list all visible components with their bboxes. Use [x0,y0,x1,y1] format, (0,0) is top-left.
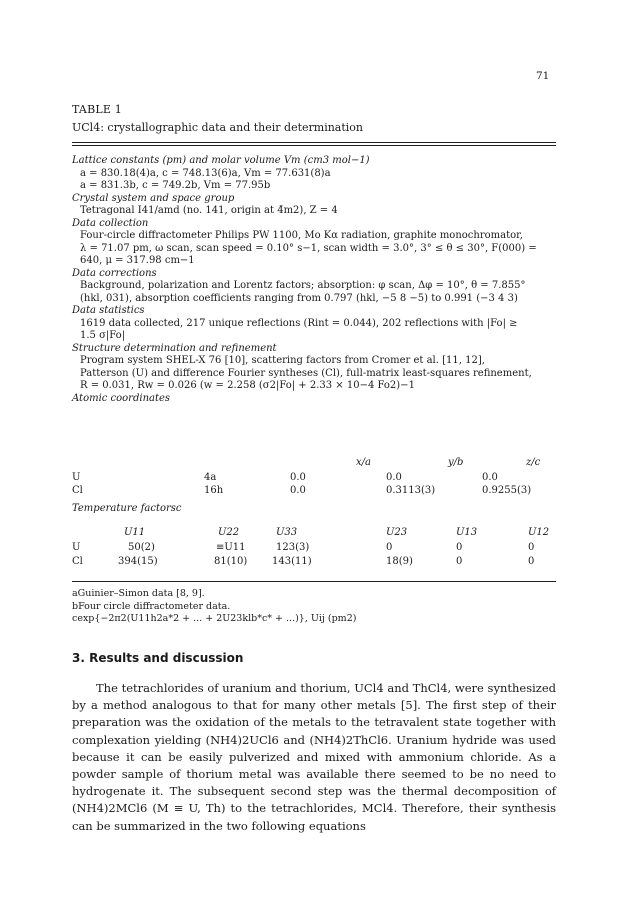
crystal-system-line-1: Tetragonal I41/amd (no. 141, origin at 4̄m2), Z = 4 [80,205,338,216]
atomic-header-x: x/a [356,457,371,468]
data-statistics-heading: Data statistics [72,305,145,316]
temp-row-u-u11: 50(2) [128,542,155,553]
section-heading: 3. Results and discussion [72,651,244,665]
data-corrections-heading: Data corrections [72,267,157,279]
atomic-row-cl-site: 16h [204,485,224,496]
section-paragraph: The tetrachlorides of uranium and thorium, UCl4 and ThCl4, were synthesized by a method analogous to that for many other metals [5]. The first step of their preparation was the oxidation of the metals to the tetravalent state together with complexation yielding (NH4)2UCl6 and (NH4)2ThCl6. Uranium hydride was used because it can be easily pulverized and mixed with ammonium chloride. As a powder sample of thorium metal was available there seemed to be no need to hydrogenate it. The subsequent second step was the thermal decomposition of (NH4)2MCl6 (M ≡ U, Th) to the tetrachlorides, MCl4. Therefore, their synthesis can be summarized in the two following equations [72,681,556,833]
temperature-heading: Temperature factorsc [72,503,182,514]
data-corrections-line-2: (hkl, 031), absorption coefficients ranging from 0.797 (hkl, −5 8 −5) to 0.991 (−3 4 3) [80,292,518,304]
structure-line-3: R = 0.031, Rw = 0.026 (w = 2.258 (σ2|Fo| + 2.33 × 10−4 Fo2)−1 [80,380,415,391]
temp-row-cl-u11: 394(15) [118,556,158,567]
atomic-row-u-atom: U [72,472,81,483]
page-number: 71 [536,70,550,82]
atomic-row-u-x: 0.0 [290,472,306,483]
temp-header-u22: U22 [218,527,240,538]
temp-row-cl-u23: 18(9) [386,556,413,567]
table-caption: UCl4: crystallographic data and their determination [72,121,364,134]
atomic-row-u-y: 0.0 [386,472,402,483]
data-collection-line-2: λ = 71.07 pm, ω scan, scan speed = 0.10° s−1, scan width = 3.0°, 3° ≤ θ ≤ 30°, F(000) = [80,242,537,254]
atomic-header-z: z/c [526,457,541,468]
lattice-line-2: a = 831.3b, c = 749.2b, Vm = 77.95b [80,180,271,191]
temp-row-cl-u13: 0 [456,556,463,567]
table-bottom-rule [72,581,556,582]
data-collection-line-3: 640, μ = 317.98 cm−1 [80,255,195,266]
temp-header-u33: U33 [276,527,298,538]
footnote-a: aGuinier–Simon data [8, 9]. [72,588,205,599]
temp-row-cl-atom: Cl [72,556,83,567]
data-collection-line-1: Four-circle diffractometer Philips PW 1100, Mo Kα radiation, graphite monochromator, [80,230,523,241]
data-statistics-line-1: 1619 data collected, 217 unique reflections (Rint = 0.044), 202 reflections with |Fo| ≥ [80,317,518,329]
table-top-rule [72,142,556,143]
temp-header-u11: U11 [124,527,146,538]
crystal-system-heading: Crystal system and space group [72,192,235,204]
lattice-heading: Lattice constants (pm) and molar volume Vm (cm3 mol−1) [72,155,370,166]
atomic-row-cl-y: 0.3113(3) [386,485,436,496]
atomic-row-cl-z: 0.9255(3) [482,485,532,496]
temp-row-cl-u12: 0 [528,556,535,567]
atomic-header-y: y/b [448,457,464,468]
footnote-b: bFour circle diffractometer data. [72,600,231,612]
data-statistics-line-2: 1.5 σ|Fo| [80,330,126,341]
temp-row-cl-u33: 143(11) [272,556,312,567]
atomic-row-cl-atom: Cl [72,485,83,496]
section-body [72,680,556,835]
structure-line-2: Patterson (U) and difference Fourier syntheses (Cl), full-matrix least-squares refinement, [80,367,532,379]
table-text-block [72,155,556,405]
temp-row-u-u12: 0 [528,542,535,553]
atomic-heading: Atomic coordinates [72,392,171,404]
temp-header-u12: U12 [528,527,550,538]
temp-row-u-u23: 0 [386,542,393,553]
table-label: TABLE 1 [72,103,122,116]
temp-row-cl-u22: 81(10) [214,556,248,567]
temp-header-u23: U23 [386,527,408,538]
temp-row-u-u13: 0 [456,542,463,553]
atomic-row-cl-x: 0.0 [290,485,306,496]
atomic-row-u-z: 0.0 [482,472,498,483]
temp-row-u-u33: 123(3) [276,542,310,553]
structure-heading: Structure determination and refinement [72,342,277,354]
atomic-row-u-site: 4a [204,472,217,483]
data-corrections-line-1: Background, polarization and Lorentz factors; absorption: φ scan, Δφ = 10°, θ = 7.855° [80,280,526,291]
table-footnotes [72,588,356,626]
temp-row-u-u22: ≡U11 [216,542,246,553]
footnote-c: cexp{−2π2(U11h2a*2 + ... + 2U23klb*c* + ...)}, Uij (pm2) [72,613,357,624]
temp-row-u-atom: U [72,542,81,553]
temp-header-u13: U13 [456,527,478,538]
lattice-line-1: a = 830.18(4)a, c = 748.13(6)a, Vm = 77.631(8)a [80,167,331,179]
data-collection-heading: Data collection [72,217,149,229]
table-top-rule-2 [72,145,556,146]
structure-line-1: Program system SHEL-X 76 [10], scattering factors from Cromer et al. [11, 12], [80,355,485,366]
